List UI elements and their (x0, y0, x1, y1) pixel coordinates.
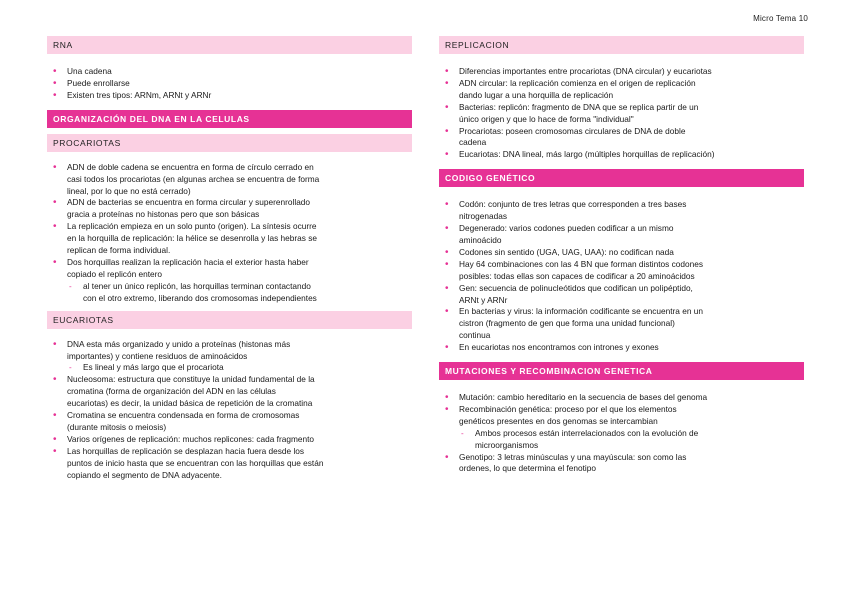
list-item: • En bacterias y virus: la información codificante se encuentra en un cistron (fragmento de gen que forma una unidad funcional) continua (439, 306, 804, 342)
procariotas-list (47, 162, 412, 305)
list-item: • Puede enrollarse (47, 78, 412, 90)
list-item: • En eucariotas nos encontramos con intrones y exones (439, 342, 804, 354)
list-item: • Procariotas: poseen cromosomas circulares de DNA de doble cadena (439, 126, 804, 150)
list-item: • Una cadena (47, 66, 412, 78)
list-item: • Existen tres tipos: ARNm, ARNt y ARNr (47, 90, 412, 102)
list-item: • La replicación empieza en un solo punto (origen). La síntesis ocurre en la horquilla de replicación: la hélice se desenrolla y las hebras se replican de forma individual. (47, 221, 412, 257)
list-item: • Degenerado: varios codones pueden codificar a un mismo aminoácido (439, 223, 804, 247)
list-item: • Recombinación genética: proceso por el que los elementos genéticos presentes en dos genomas se intercambian (439, 404, 804, 428)
list-item: • Codón: conjunto de tres letras que corresponden a tres bases nitrogenadas (439, 199, 804, 223)
list-item: • ADN de doble cadena se encuentra en forma de círculo cerrado en casi todos los procariotas (en algunas archea se encuentra de forma lineal, por lo que no está cerrado) (47, 162, 412, 198)
procariotas-header: PROCARIOTAS (47, 134, 412, 152)
mutaciones-list (439, 392, 804, 475)
list-item: • Cromatina se encuentra condensada en forma de cromosomas (durante mitosis o meiosis) (47, 410, 412, 434)
eucariotas-header: EUCARIOTAS (47, 311, 412, 329)
list-item: • Dos horquillas realizan la replicación hacia el exterior hasta haber copiado el replicón entero (47, 257, 412, 281)
list-item: • ADN de bacterias se encuentra en forma circular y superenrollado gracia a proteínas no histonas pero que son básicas (47, 197, 412, 221)
list-item: • Diferencias importantes entre procariotas (DNA circular) y eucariotas (439, 66, 804, 78)
list-item: • Eucariotas: DNA lineal, más largo (múltiples horquillas de replicación) (439, 149, 804, 161)
list-item: • Codones sin sentido (UGA, UAG, UAA): no codifican nada (439, 247, 804, 259)
mutaciones-header: MUTACIONES Y RECOMBINACION GENETICA (439, 362, 804, 380)
list-item: • Gen: secuencia de polinucleótidos que codifican un polipéptido, ARNt y ARNr (439, 283, 804, 307)
organizacion-header: ORGANIZACIÓN DEL DNA EN LA CELULAS (47, 110, 412, 128)
list-item: • Bacterias: replicón: fragmento de DNA que se replica partir de un único origen y que lo hace de forma "individual" (439, 102, 804, 126)
list-item: • Nucleosoma: estructura que constituye la unidad fundamental de la cromatina (forma de organización del ADN en las células eucariotas) es decir, la unidad básica de repetición de la cromatina (47, 374, 412, 410)
sub-list-item: - Es lineal y más largo que el procariota (47, 362, 412, 374)
list-item: • Las horquillas de replicación se desplazan hacia fuera desde los puntos de inicio hasta que se encuentran con las horquillas que están copiando el segmento de DNA adyacente. (47, 446, 412, 482)
right-column (439, 36, 804, 475)
left-column (47, 36, 412, 481)
list-item: • ADN circular: la replicación comienza en el origen de replicación dando lugar a una horquilla de replicación (439, 78, 804, 102)
codigo-genetico-header: CODIGO GENÉTICO (439, 169, 804, 187)
list-item: • Mutación: cambio hereditario en la secuencia de bases del genoma (439, 392, 804, 404)
list-item: • Varios orígenes de replicación: muchos replicones: cada fragmento (47, 434, 412, 446)
replicacion-list (439, 66, 804, 161)
list-item: • Genotipo: 3 letras minúsculas y una mayúscula: son como las ordenes, lo que determina el fenotipo (439, 452, 804, 476)
sub-list-item: - al tener un único replicón, las horquillas terminan contactando con el otro extremo, liberando dos cromosomas independientes (47, 281, 412, 305)
page-header: Micro Tema 10 (753, 14, 808, 23)
eucariotas-list (47, 339, 412, 482)
replicacion-header: REPLICACION (439, 36, 804, 54)
list-item: • Hay 64 combinaciones con las 4 BN que forman distintos codones posibles: todas ellas son capaces de codificar a 20 aminoácidos (439, 259, 804, 283)
list-item: • DNA esta más organizado y unido a proteínas (histonas más importantes) y contiene residuos de aminoácidos (47, 339, 412, 363)
rna-header: RNA (47, 36, 412, 54)
rna-list (47, 66, 412, 102)
codigo-list (439, 199, 804, 354)
sub-list-item: - Ambos procesos están interrelacionados con la evolución de microorganismos (439, 428, 804, 452)
